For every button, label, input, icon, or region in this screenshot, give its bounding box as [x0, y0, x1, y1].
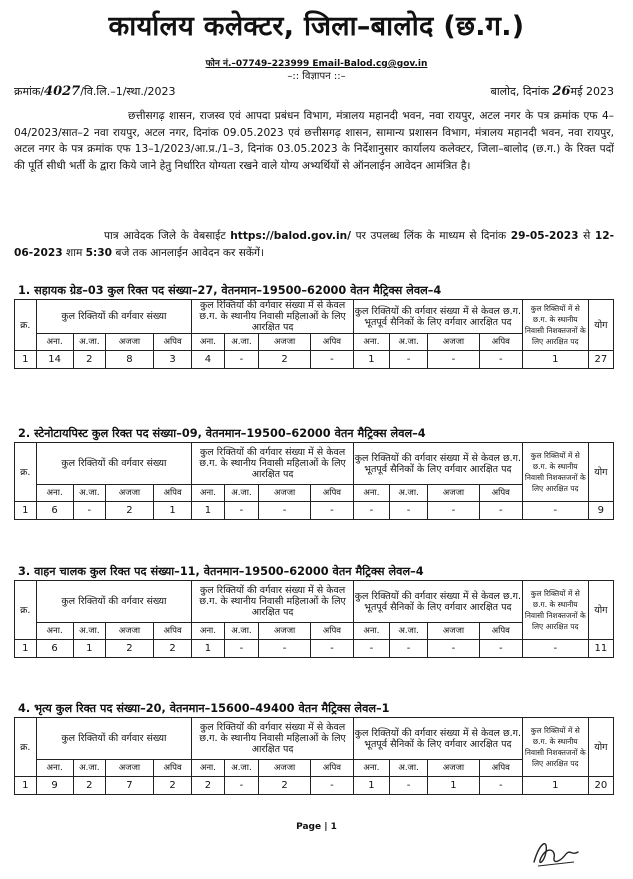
table-cell: -: [479, 640, 522, 658]
category-header: अपिव: [310, 760, 353, 777]
table-cell: 1: [192, 640, 224, 658]
handwritten-date-day: 26: [552, 84, 571, 99]
table-cell: -: [479, 502, 522, 520]
table-cell: 1: [353, 351, 389, 369]
table-cell: -: [389, 502, 427, 520]
table-cell: 6: [36, 502, 73, 520]
category-header: अजजा: [259, 485, 311, 502]
table-row: [15, 777, 614, 795]
category-header: अजजा: [428, 760, 480, 777]
category-header: अजजा: [259, 623, 311, 640]
category-header: अ.जा.: [224, 334, 259, 351]
table-cell: 1: [15, 351, 37, 369]
signature: [526, 832, 586, 872]
table-cell: -: [428, 502, 480, 520]
total-header: योग: [588, 300, 613, 351]
category-header: अना.: [192, 623, 224, 640]
table-cell: 2: [192, 777, 224, 795]
table-cell: -: [224, 777, 259, 795]
category-header: अपिव: [479, 760, 522, 777]
office-title: कार्यालय कलेक्टर, जिला–बालोद (छ.ग.): [108, 11, 525, 42]
category-header: अपिव: [479, 334, 522, 351]
table-cell: 1: [192, 502, 224, 520]
table-cell: -: [310, 640, 353, 658]
ex-servicemen-header: कुल रिक्तियों की वर्गवार संख्या में से केवल छ.ग. भूतपूर्व सैनिकों के लिए वर्गवार आरक्षित पद: [353, 300, 522, 334]
table-cell: -: [310, 777, 353, 795]
category-header: अजजा: [428, 485, 480, 502]
table-cell: 8: [106, 351, 154, 369]
ex-servicemen-header: कुल रिक्तियों की वर्गवार संख्या में से केवल छ.ग. भूतपूर्व सैनिकों के लिए वर्गवार आरक्षित पद: [353, 718, 522, 760]
table-cell: 1: [522, 777, 588, 795]
total-vacancy-header: कुल रिक्तियों की वर्गवार संख्या: [36, 581, 192, 623]
women-reserved-header: कुल रिक्तियों की वर्गवार संख्या में से केवल छ.ग. के स्थानीय निवासी महिलाओं के लिए आरक्षित पद: [192, 443, 354, 485]
handwritten-ref-number: 4027: [44, 84, 81, 99]
table-cell: 1: [428, 777, 480, 795]
table-cell: 2: [106, 502, 154, 520]
table-cell: 2: [259, 777, 311, 795]
table-cell: -: [224, 351, 259, 369]
serial-header: क्र.: [15, 300, 37, 351]
category-header: अना.: [36, 623, 73, 640]
table-cell: -: [259, 502, 311, 520]
serial-header: क्र.: [15, 718, 37, 777]
disabled-reserved-header: कुल रिक्तियों में से छ.ग. के स्थानीय निवासी निशक्तजनों के लिए आरक्षित पद: [522, 718, 588, 777]
serial-header: क्र.: [15, 443, 37, 502]
table-cell: 20: [588, 777, 613, 795]
table-cell: -: [224, 502, 259, 520]
category-header: अपिव: [479, 623, 522, 640]
table-cell: -: [310, 351, 353, 369]
disabled-reserved-header: कुल रिक्तियों में से छ.ग. के स्थानीय निवासी निशक्तजनों के लिए आरक्षित पद: [522, 300, 588, 351]
category-header: अजजा: [428, 334, 480, 351]
category-header: अजजा: [106, 485, 154, 502]
table-row: [15, 640, 614, 658]
category-header: अजजा: [428, 623, 480, 640]
total-vacancy-header: कुल रिक्तियों की वर्गवार संख्या: [36, 443, 192, 485]
application-paragraph: पात्र आवेदक जिले के वेबसाईट https://balod.gov.in/ पर उपलब्ध लिंक के माध्यम से दिनांक 29-05-2023 से 12-06-2023 शाम 5:30 बजे तक आनलाईन आवेदन कर सकेंगें।: [14, 230, 615, 259]
category-header: अपिव: [310, 623, 353, 640]
table-row: [15, 502, 614, 520]
table-cell: 1: [15, 777, 37, 795]
category-header: अपिव: [153, 760, 191, 777]
total-vacancy-header: कुल रिक्तियों की वर्गवार संख्या: [36, 300, 192, 334]
table-row: [15, 351, 614, 369]
category-header: अपिव: [153, 334, 191, 351]
section-title: 4. भृत्य कुल रिक्त पद संख्या–20, वेतनमान–15600–49400 वेतन मैट्रिक्स लेवल–1: [18, 702, 390, 715]
total-header: योग: [588, 718, 613, 777]
table-cell: 3: [153, 351, 191, 369]
category-header: अना.: [353, 760, 389, 777]
section-title: 2. स्टेनोटायपिस्ट कुल रिक्त पद संख्या–09, वेतनमान–19500–62000 वेतन मैट्रिक्स लेवल–4: [18, 427, 426, 440]
reference-date: बालोद, दिनांक 26मई 2023: [490, 84, 614, 99]
category-header: अना.: [192, 485, 224, 502]
serial-header: क्र.: [15, 581, 37, 640]
reference-number: क्रमांक/4027/वि.लि.–1/स्था./2023: [14, 84, 176, 99]
table-cell: -: [259, 640, 311, 658]
disabled-reserved-header: कुल रिक्तियों में से छ.ग. के स्थानीय निवासी निशक्तजनों के लिए आरक्षित पद: [522, 443, 588, 502]
women-reserved-header: कुल रिक्तियों की वर्गवार संख्या में से केवल छ.ग. के स्थानीय निवासी महिलाओं के लिए आरक्षित पद: [192, 581, 354, 623]
category-header: अना.: [36, 334, 73, 351]
ex-servicemen-header: कुल रिक्तियों की वर्गवार संख्या में से केवल छ.ग. भूतपूर्व सैनिकों के लिए वर्गवार आरक्षित पद: [353, 443, 522, 485]
table-cell: -: [479, 351, 522, 369]
total-header: योग: [588, 581, 613, 640]
table-cell: 1: [522, 351, 588, 369]
vacancy-table: [14, 717, 614, 795]
table-cell: -: [428, 351, 480, 369]
table-cell: -: [522, 502, 588, 520]
women-reserved-header: कुल रिक्तियों की वर्गवार संख्या में से केवल छ.ग. के स्थानीय निवासी महिलाओं के लिए आरक्षित पद: [192, 718, 354, 760]
category-header: अ.जा.: [389, 760, 427, 777]
page-number: Page | 1: [296, 822, 337, 832]
vacancy-table: [14, 442, 614, 520]
category-header: अपिव: [153, 623, 191, 640]
table-cell: 11: [588, 640, 613, 658]
table-cell: -: [73, 502, 105, 520]
category-header: अ.जा.: [73, 334, 105, 351]
table-cell: -: [224, 640, 259, 658]
table-cell: -: [353, 502, 389, 520]
category-header: अना.: [36, 760, 73, 777]
table-cell: -: [522, 640, 588, 658]
category-header: अना.: [36, 485, 73, 502]
table-cell: 1: [15, 502, 37, 520]
category-header: अ.जा.: [389, 623, 427, 640]
table-cell: -: [389, 351, 427, 369]
category-header: अना.: [192, 334, 224, 351]
table-cell: 9: [588, 502, 613, 520]
category-header: अ.जा.: [73, 485, 105, 502]
notice-title: –:: विज्ञापन ::–: [287, 71, 346, 82]
table-cell: 4: [192, 351, 224, 369]
category-header: अना.: [353, 623, 389, 640]
category-header: अजजा: [106, 334, 154, 351]
category-header: अजजा: [259, 760, 311, 777]
category-header: अपिव: [479, 485, 522, 502]
table-cell: 2: [259, 351, 311, 369]
section-title: 1. सहायक ग्रेड–03 कुल रिक्त पद संख्या–27, वेतनमान–19500–62000 वेतन मैट्रिक्स लेवल–4: [18, 284, 442, 297]
category-header: अ.जा.: [224, 760, 259, 777]
category-header: अ.जा.: [73, 623, 105, 640]
table-cell: 7: [106, 777, 154, 795]
table-cell: -: [479, 777, 522, 795]
vacancy-table: [14, 299, 614, 369]
women-reserved-header: कुल रिक्तियों की वर्गवार संख्या में से केवल छ.ग. के स्थानीय निवासी महिलाओं के लिए आरक्षित पद: [192, 300, 354, 334]
table-cell: 2: [73, 777, 105, 795]
vacancy-table: [14, 580, 614, 658]
category-header: अपिव: [310, 334, 353, 351]
table-cell: 27: [588, 351, 613, 369]
table-cell: -: [310, 502, 353, 520]
total-vacancy-header: कुल रिक्तियों की वर्गवार संख्या: [36, 718, 192, 760]
table-cell: 2: [106, 640, 154, 658]
category-header: अजजा: [106, 623, 154, 640]
table-cell: 2: [73, 351, 105, 369]
table-cell: 1: [153, 502, 191, 520]
section-title: 3. वाहन चालक कुल रिक्त पद संख्या–11, वेतनमान–19500–62000 वेतन मैट्रिक्स लेवल–4: [18, 565, 424, 578]
category-header: अ.जा.: [224, 623, 259, 640]
category-header: अना.: [192, 760, 224, 777]
table-cell: 9: [36, 777, 73, 795]
category-header: अ.जा.: [389, 334, 427, 351]
table-cell: 14: [36, 351, 73, 369]
table-cell: 1: [73, 640, 105, 658]
disabled-reserved-header: कुल रिक्तियों में से छ.ग. के स्थानीय निवासी निशक्तजनों के लिए आरक्षित पद: [522, 581, 588, 640]
table-cell: -: [389, 777, 427, 795]
table-cell: 1: [15, 640, 37, 658]
category-header: अपिव: [153, 485, 191, 502]
category-header: अ.जा.: [224, 485, 259, 502]
table-cell: -: [389, 640, 427, 658]
table-cell: 6: [36, 640, 73, 658]
category-header: अना.: [353, 334, 389, 351]
category-header: अजजा: [259, 334, 311, 351]
contact-line: फोन नं.–07749–223999 Email-Balod.cg@gov.in: [205, 59, 428, 69]
table-cell: 2: [153, 640, 191, 658]
category-header: अजजा: [106, 760, 154, 777]
website-link[interactable]: https://balod.gov.in/: [230, 230, 351, 242]
table-cell: 1: [353, 777, 389, 795]
ex-servicemen-header: कुल रिक्तियों की वर्गवार संख्या में से केवल छ.ग. भूतपूर्व सैनिकों के लिए वर्गवार आरक्षित पद: [353, 581, 522, 623]
table-cell: -: [428, 640, 480, 658]
category-header: अ.जा.: [389, 485, 427, 502]
total-header: योग: [588, 443, 613, 502]
intro-paragraph: छत्तीसगढ़ शासन, राजस्व एवं आपदा प्रबंधन विभाग, मंत्रालय महानदी भवन, नवा रायपुर, अटल नगर के पत्र क्रमांक एफ 4–04/2023/सात–2 नवा रायपुर, अटल नगर, दिनांक 09.05.2023 एवं छत्तीसगढ़ शासन, सामान्य प्रशासन विभाग, मंत्रालय महानदी भवन, नवा रायपुर, अटल नगर के पत्र क्रमांक एफ 13–1/2023/आ.प्र./1–3, दिनांक 03.05.2023 के निर्देशानुसार कार्यालय कलेक्टर, जिला–बालोद (छ.ग.) के रिक्त पदों की पूर्ति सीधी भर्ती के द्वारा किये जाने हेतु निर्धारित योग्यता रखने वाले योग्य अभ्यर्थियों से ऑनलाईन आवेदन आमंत्रित है।: [14, 110, 614, 172]
table-cell: 2: [153, 777, 191, 795]
table-cell: -: [353, 640, 389, 658]
category-header: अपिव: [310, 485, 353, 502]
category-header: अना.: [353, 485, 389, 502]
category-header: अ.जा.: [73, 760, 105, 777]
